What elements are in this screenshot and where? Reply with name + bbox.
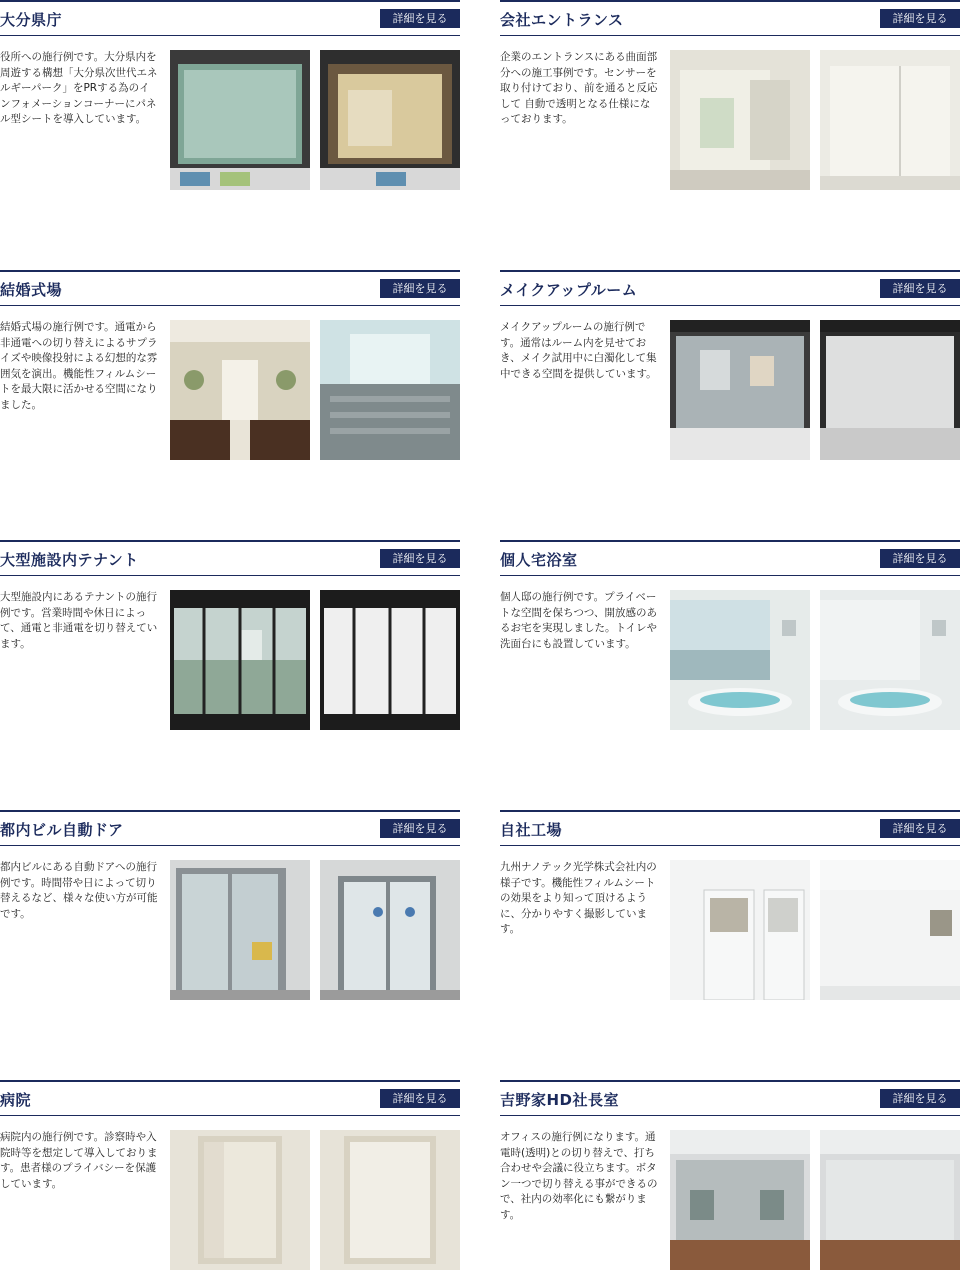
card-title: 都内ビル自動ドア: [0, 821, 124, 839]
example-card: [0, 540, 460, 740]
card-header: [0, 810, 460, 846]
card-description: 個人邸の施行例です。プライベートな空間を保ちつつ、開放感のあるお宅を実現しました。トイレや洗面台にも設置しています。: [500, 591, 657, 650]
photo-before: [670, 1130, 810, 1270]
card-header: [500, 270, 960, 306]
card-description: 九州ナノテック光学株式会社内の様子です。機能性フィルムシートの効果をより知って頂けるように、分かりやすく撮影しています。: [500, 861, 657, 935]
example-card: [500, 270, 960, 470]
photo-before: [170, 1130, 310, 1270]
card-title: 大分県庁: [0, 11, 63, 29]
card-title: 吉野家HD社長室: [500, 1091, 620, 1109]
detail-button[interactable]: 詳細を見る: [380, 549, 460, 568]
card-header: [0, 0, 460, 36]
photo-before: [170, 50, 310, 190]
card-description: 都内ビルにある自動ドアへの施行例です。時間帯や日によって切り替えるなど、様々な使い方が可能です。: [0, 861, 158, 920]
detail-button[interactable]: 詳細を見る: [380, 279, 460, 298]
card-header: [0, 1080, 460, 1116]
photo-after: [320, 860, 460, 1000]
example-card: [500, 0, 960, 200]
photo-before: [170, 320, 310, 460]
detail-button[interactable]: 詳細を見る: [880, 1089, 960, 1108]
example-card: [500, 1080, 960, 1280]
photo-before: [670, 590, 810, 730]
card-description: 大型施設内にあるテナントの施行例です。営業時間や休日によって、通電と非通電を切り替えています。: [0, 591, 158, 650]
photo-after: [820, 1130, 960, 1270]
card-description: 企業のエントランスにある曲面部分への施工事例です。センサーを取り付けており、前を通ると反応して 自動で透明となる仕様になっております。: [500, 51, 658, 125]
detail-button[interactable]: 詳細を見る: [380, 9, 460, 28]
photo-before: [670, 50, 810, 190]
photo-before: [670, 860, 810, 1000]
detail-button[interactable]: 詳細を見る: [880, 9, 960, 28]
card-title: 病院: [0, 1091, 32, 1109]
card-header: [500, 0, 960, 36]
card-header: [500, 810, 960, 846]
photo-after: [320, 320, 460, 460]
photo-after: [320, 590, 460, 730]
example-card: [500, 540, 960, 740]
example-card: [0, 270, 460, 470]
photo-after: [320, 1130, 460, 1270]
example-card: [500, 810, 960, 1010]
photo-after: [820, 590, 960, 730]
photo-after: [320, 50, 460, 190]
card-header: [0, 540, 460, 576]
photo-after: [820, 50, 960, 190]
card-title: 自社工場: [500, 821, 563, 839]
photo-before: [670, 320, 810, 460]
detail-button[interactable]: 詳細を見る: [880, 279, 960, 298]
detail-button[interactable]: 詳細を見る: [880, 819, 960, 838]
example-card: [0, 810, 460, 1010]
card-title: 結婚式場: [0, 281, 63, 299]
card-description: オフィスの施行例になります。通電時(透明)との切り替えで、打ち合わせや会議に役立ちます。ボタン一つで切り替える事ができるので、社内の効率化にも繋がります。: [500, 1131, 658, 1221]
detail-button[interactable]: 詳細を見る: [380, 1089, 460, 1108]
card-header: [500, 1080, 960, 1116]
photo-before: [170, 860, 310, 1000]
card-description: 結婚式場の施行例です。通電から非通電への切り替えによるサプライズや映像投射による幻想的な雰囲気を演出。機能性フィルムシートを最大限に活かせる空間になりました。: [0, 321, 158, 411]
card-title: メイクアップルーム: [500, 281, 638, 299]
example-card: [0, 1080, 460, 1280]
card-description: 役所への施行例です。大分県内を周遊する構想「大分県次世代エネルギーパーク」をPRする為のインフォメーションコーナーにパネル型シートを導入しています。: [0, 51, 158, 125]
photo-after: [820, 320, 960, 460]
card-header: [500, 540, 960, 576]
example-card: [0, 0, 460, 200]
photo-after: [820, 860, 960, 1000]
card-title: 大型施設内テナント: [0, 551, 139, 569]
card-title: 個人宅浴室: [500, 551, 578, 569]
card-description: メイクアップルームの施行例です。通常はルーム内を見せておき、メイク試用中に白濁化して集中できる空間を提供しています。: [500, 321, 657, 380]
card-description: 病院内の施行例です。診察時や入院時等を想定して導入しております。患者様のプライバシーを保護しています。: [0, 1131, 158, 1190]
photo-before: [170, 590, 310, 730]
card-header: [0, 270, 460, 306]
card-title: 会社エントランス: [500, 11, 624, 29]
detail-button[interactable]: 詳細を見る: [880, 549, 960, 568]
detail-button[interactable]: 詳細を見る: [380, 819, 460, 838]
